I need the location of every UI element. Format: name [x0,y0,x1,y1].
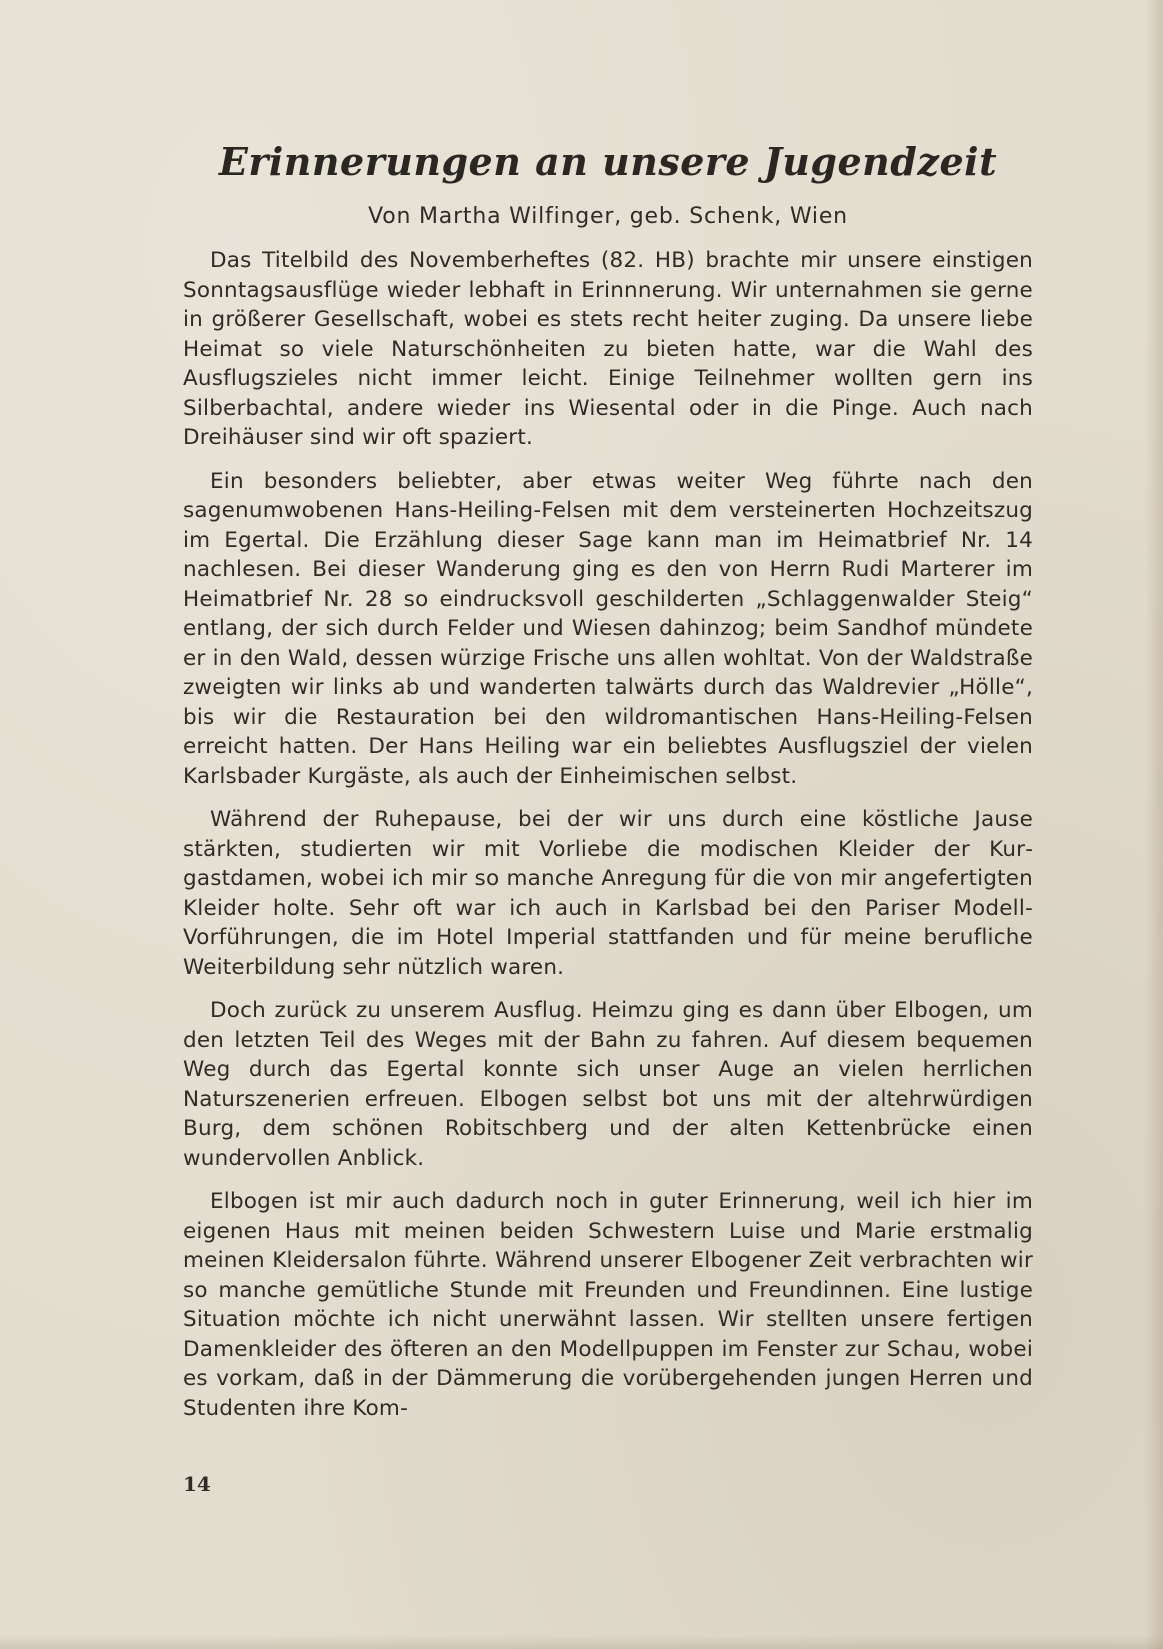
page-edge-shadow [1145,0,1163,1649]
article-paragraph-5: Elbogen ist mir auch dadurch noch in guter Erinnerung, weil ich hier im eigenen Haus mit meinen beiden Schwestern Luise und Marie erstmalig meinen Kleidersalon führte. Während unserer Elbogener Zeit verbrachten wir so manche gemütliche Stunde mit Freunden und Freundinnen. Eine lustige Situation möchte ich nicht unerwähnt lassen. Wir stellten unsere fertigen Damenkleider des öfteren an den Modellpuppen im Fenster zur Schau, wobei es vorkam, daß in der Dämmerung die vorübergehenden jungen Herren und Studenten ihre Kom- [183,1189,1033,1421]
article-byline: Von Martha Wilfinger, geb. Schenk, Wien [368,204,848,229]
article-paragraph-3: Während der Ruhepause, bei der wir uns durch eine köstliche Jause stärkten, studierten wir mit Vorliebe die modischen Kleider der Kurgastdamen, wobei ich mir so manche Anregung für die von mir angefertigten Kleider holte. Sehr oft war ich auch in Karlsbad bei den Pariser Modell-Vorführungen, die im Hotel Imperial stattfanden und für meine berufliche Weiterbildung sehr nützlich waren. [183,807,1033,980]
page-bottom-shadow [0,1635,1163,1649]
article [183,132,1033,1437]
article-paragraph-2: Ein besonders beliebter, aber etwas weiter Weg führte nach den sagenumwobenen Hans-Heiling-Felsen mit dem versteinerten Hochzeitszug im Egertal. Die Erzählung dieser Sage kann man im Heimatbrief Nr. 14 nachlesen. Bei dieser Wanderung ging es den von Herrn Rudi Marterer im Heimatbrief Nr. 28 so eindrucksvoll geschilderten „Schlaggenwalder Steig“ entlang, der sich durch Felder und Wiesen dahinzog; beim Sandhof mündete er in den Wald, dessen würzige Frische uns allen wohltat. Von der Waldstraße zweigten wir links ab und wanderten talwärts durch das Waldrevier „Hölle“, bis wir die Restauration bei den wildromantischen Hans-Heiling-Felsen erreicht hatten. Der Hans Heiling war ein beliebtes Ausflugsziel der vielen Karlsbader Kurgäste, als auch der Einheimischen selbst. [183,468,1033,789]
article-title: Erinnerungen an unsere Jugendzeit [218,139,998,184]
article-paragraph-4: Doch zurück zu unserem Ausflug. Heimzu ging es dann über Elbogen, um den letzten Teil des Weges mit der Bahn zu fahren. Auf diesem bequemen Weg durch das Egertal konnte sich unser Auge an vielen herrlichen Naturszenerien erfreuen. Elbogen selbst bot uns mit der altehrwürdigen Burg, dem schönen Robitschberg und der alten Kettenbrücke einen wundervollen Anblick. [183,998,1033,1171]
article-paragraph-1: Das Titelbild des Novemberheftes (82. HB) brachte mir unsere einstigen Sonntagsausflüge wieder lebhaft in Erinnnerung. Wir unternahmen sie gerne in größerer Gesellschaft, wobei es stets recht heiter zuging. Da unsere liebe Heimat so viele Naturschönheiten zu bieten hatte, war die Wahl des Ausflugszieles nicht immer leicht. Einige Teilnehmer wollten gern ins Silberbachtal, andere wieder ins Wiesental oder in die Pinge. Auch nach Dreihäuser sind wir oft spaziert. [183,248,1033,450]
page-number: 14 [183,1472,211,1496]
